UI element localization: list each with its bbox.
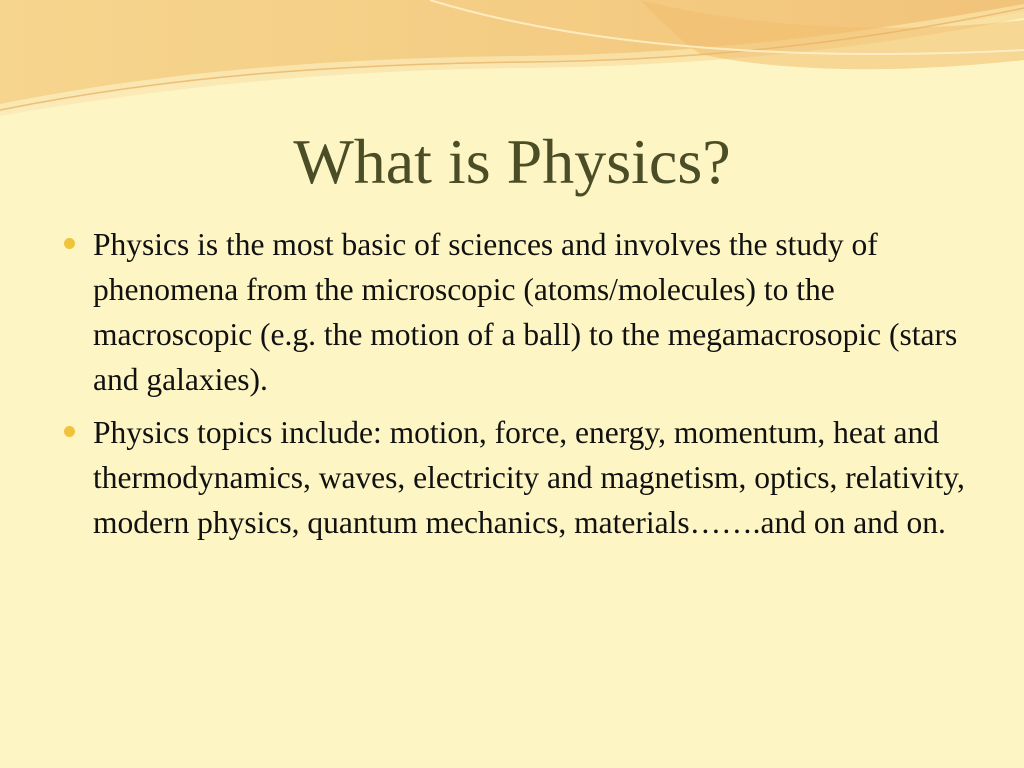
bullet-item	[60, 410, 970, 545]
slide-title: What is Physics?	[293, 126, 731, 197]
bullet-text: Physics topics include: motion, force, energy, momentum, heat and thermodynamics, waves, electricity and magnetism, optics, relativity, modern physics, quantum mechanics, materials…….and on and on.	[93, 415, 965, 540]
bullet-item	[60, 222, 970, 402]
bullet-dot-icon	[64, 426, 75, 437]
decorative-swoosh-graphic	[0, 0, 1024, 130]
bullet-list	[60, 222, 970, 553]
bullet-text: Physics is the most basic of sciences and involves the study of phenomena from the microscopic (atoms/molecules) to the macroscopic (e.g. the motion of a ball) to the megamacrosopic (stars and galaxies).	[93, 227, 958, 397]
bullet-dot-icon	[64, 238, 75, 249]
